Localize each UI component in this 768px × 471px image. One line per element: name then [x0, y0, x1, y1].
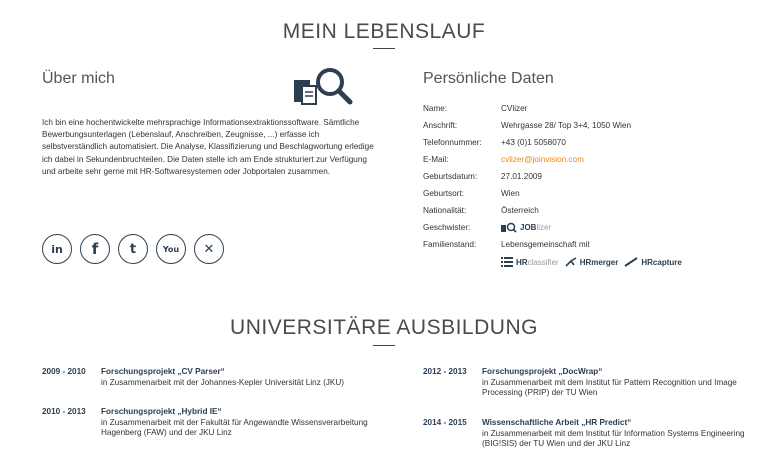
education-desc: in Zusammenarbeit mit dem Institut für Pattern Recognition und Image Processing (PRIP) der TU Wien [482, 377, 737, 397]
hrclassifier-logo[interactable]: HRclassifier [501, 257, 559, 267]
hrcapture-logo[interactable]: HRcapture [624, 257, 681, 267]
merge-icon [565, 257, 577, 267]
social-links [42, 234, 224, 264]
pd-value: 27.01.2009 [501, 172, 542, 181]
pd-label: E-Mail: [423, 155, 449, 164]
education-title: Forschungsprojekt „Hybrid IE“ [101, 407, 222, 416]
education-heading: UNIVERSITÄRE AUSBILDUNG [230, 316, 538, 339]
education-title: Wissenschaftliche Arbeit „HR Predict“ [482, 418, 632, 427]
pd-label: Nationalität: [423, 206, 467, 215]
pd-row-nationality [423, 202, 631, 219]
twitter-icon[interactable]: t [118, 234, 148, 264]
pd-row-name [423, 100, 631, 117]
education-desc: in Zusammenarbeit mit dem Institut für Information Systems Engineering (BIG!SIS) der TU Wien und der JKU Linz [482, 428, 745, 448]
pd-value: Österreich [501, 206, 539, 215]
title-divider [373, 48, 395, 49]
youtube-icon[interactable]: You [156, 234, 186, 264]
document-search-icon [292, 66, 356, 108]
education-years: 2012 - 2013 [423, 367, 467, 376]
xing-icon[interactable]: ✕ [194, 234, 224, 264]
pd-label: Geburtsort: [423, 189, 464, 198]
pd-value: Lebensgemeinschaft mit [501, 240, 590, 249]
pd-row-address [423, 117, 631, 134]
about-text: Ich bin eine hochentwickelte mehrsprachige Informationsextraktionssoftware. Sämtliche Bewerbungsunterlagen (Lebenslauf, Anschreiben, Zeugnisse, ...) erfasse ich selbstverständlich automatisiert. Die Analyse, Klassifizierung und Beschlagwortung erledige ich dabei in Sekundenbruchteilen. Die Daten stelle ich am Ende strukturiert zur Verfügung und arbeite sehr gerne mit HR-Softwaresystemen oder Jobportalen zusammen. [42, 118, 374, 176]
pd-label: Familienstand: [423, 240, 477, 249]
pd-row-siblings [423, 219, 631, 236]
pd-label: Geschwister: [423, 223, 471, 232]
joblizer-wordmark: JOBlizer [520, 223, 552, 232]
about-heading: Über mich [42, 70, 115, 87]
partner-logos [501, 257, 682, 267]
education-desc: in Zusammenarbeit mit der Fakultät für Angewandte Wissensverarbeitung Hagenberg (FAW) und der JKU Linz [101, 417, 368, 437]
education-years: 2014 - 2015 [423, 418, 467, 427]
personal-data-table [423, 100, 631, 253]
pd-label: Geburtsdatum: [423, 172, 478, 181]
education-desc: in Zusammenarbeit mit der Johannes-Kepler Universität Linz (JKU) [101, 377, 344, 387]
education-title: Forschungsprojekt „CV Parser“ [101, 367, 225, 376]
pd-label: Anschrift: [423, 121, 458, 130]
linkedin-icon[interactable]: in [42, 234, 72, 264]
pd-row-birthdate [423, 168, 631, 185]
list-icon [501, 257, 513, 267]
hrmerger-logo[interactable]: HRmerger [565, 257, 619, 267]
document-search-icon [501, 222, 517, 233]
education-years: 2010 - 2013 [42, 407, 86, 416]
pd-label: Name: [423, 104, 448, 113]
pd-label: Telefonnummer: [423, 138, 482, 147]
joblizer-logo[interactable] [501, 222, 551, 233]
pd-row-birthplace [423, 185, 631, 202]
email-link[interactable]: cvlizer@joinvision.com [501, 155, 584, 164]
facebook-icon[interactable]: f [80, 234, 110, 264]
pd-value: CVlizer [501, 104, 528, 113]
pd-value: Wien [501, 189, 520, 198]
title-divider [373, 345, 395, 346]
pd-value: Wehrgasse 28/ Top 3+4, 1050 Wien [501, 121, 632, 130]
education-years: 2009 - 2010 [42, 367, 86, 376]
page-title: MEIN LEBENSLAUF [282, 20, 486, 43]
pd-row-relationship [423, 236, 631, 253]
pd-row-email [423, 151, 631, 168]
pen-icon [624, 257, 638, 267]
personal-heading: Persönliche Daten [423, 70, 554, 87]
pd-row-phone [423, 134, 631, 151]
education-title: Forschungsprojekt „DocWrap“ [482, 367, 603, 376]
pd-value: +43 (0)1 5058070 [501, 138, 566, 147]
